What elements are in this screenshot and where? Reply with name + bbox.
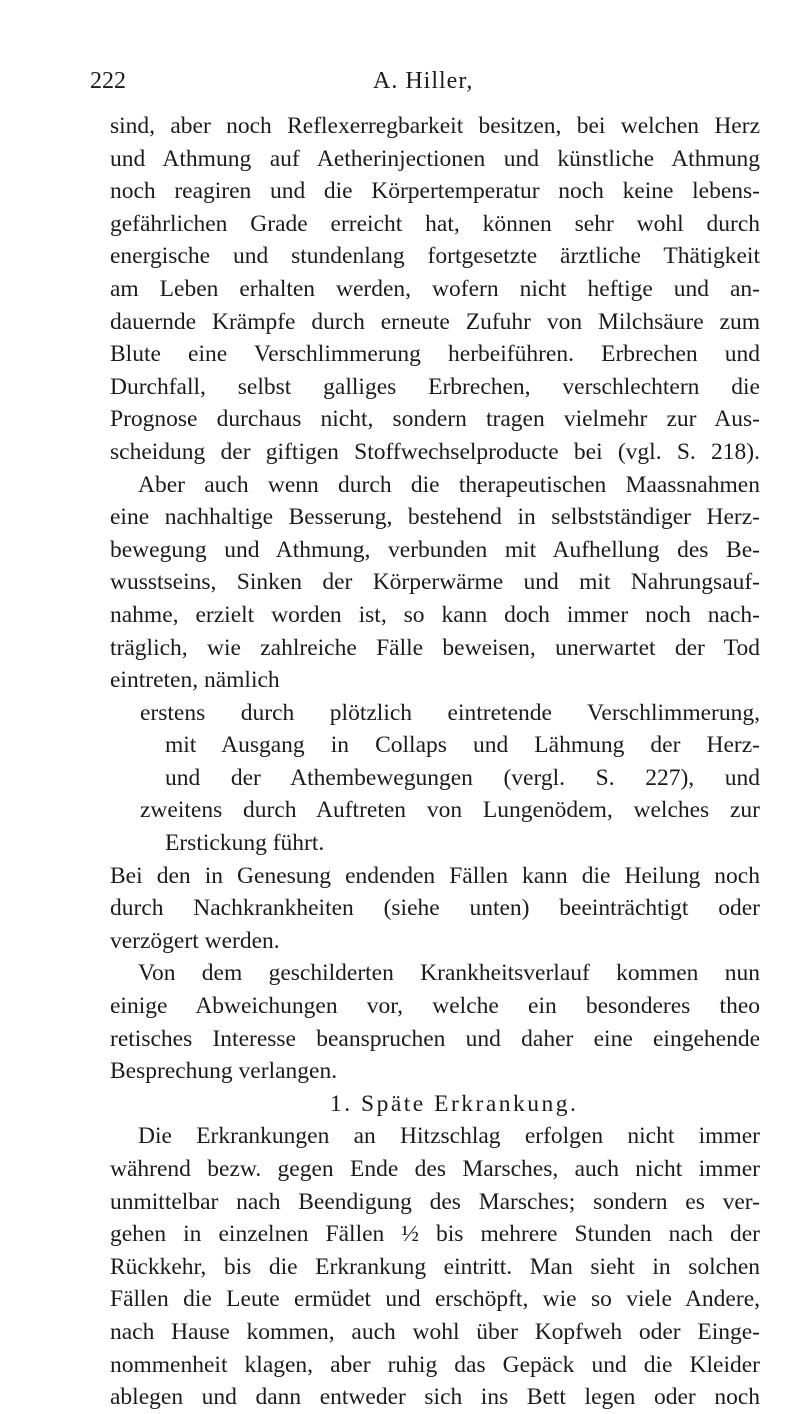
text-line: gefährlichen Grade erreicht hat, können sehr wohl durch [110, 210, 760, 237]
text-line: energische und stundenlang fortgesetzte ärztliche Thätigkeit [110, 243, 760, 270]
text-line: 1. Späte Erkrankung. [330, 1090, 579, 1117]
running-head: A. Hiller, [373, 68, 474, 94]
page-header [90, 68, 710, 100]
text-line: wusstseins, Sinken der Körperwärme und mit Nahrungsauf- [110, 569, 760, 596]
text-line: mit Ausgang in Collaps und Lähmung der Herz- [165, 732, 760, 759]
text-line: und Athmung auf Aetherinjectionen und künstliche Athmung [110, 145, 760, 172]
text-line: noch reagiren und die Körpertemperatur noch keine lebens- [110, 178, 760, 205]
page-number: 222 [90, 68, 126, 94]
text-line: eine nachhaltige Besserung, bestehend in selbstständiger Herz- [110, 504, 760, 531]
text-line: Durchfall, selbst galliges Erbrechen, verschlechtern die [110, 373, 760, 400]
text-line: eintreten, nämlich [110, 667, 280, 694]
body-text [110, 110, 760, 1414]
text-line: nach Hause kommen, auch wohl über Kopfweh oder Einge- [110, 1318, 760, 1345]
text-line: Die Erkrankungen an Hitzschlag erfolgen nicht immer [138, 1123, 760, 1150]
text-line: am Leben erhalten werden, wofern nicht heftige und an- [110, 275, 760, 302]
text-line: Aber auch wenn durch die therapeutischen Maassnahmen [138, 471, 760, 498]
text-line: Rückkehr, bis die Erkrankung eintritt. Man sieht in solchen [110, 1253, 760, 1280]
text-line: sind, aber noch Reflexerregbarkeit besitzen, bei welchen Herz [110, 113, 760, 139]
text-line: nommenheit klagen, aber ruhig das Gepäck und die Kleider [110, 1351, 760, 1378]
text-line: dauernde Krämpfe durch erneute Zufuhr von Milchsäure zum [110, 308, 760, 335]
text-line: träglich, wie zahlreiche Fälle beweisen, unerwartet der Tod [110, 634, 760, 661]
text-line: Besprechung verlangen. [110, 1058, 338, 1085]
text-line: nahme, erzielt worden ist, so kann doch immer noch nach- [110, 601, 760, 628]
text-line: Bei den in Genesung endenden Fällen kann die Heilung noch [110, 862, 760, 889]
text-line: scheidung der giftigen Stoffwechselproducte bei (vgl. S. 218). [110, 438, 760, 465]
text-line: einige Abweichungen vor, welche ein besonderes theo [110, 993, 760, 1020]
text-line: verzögert werden. [110, 927, 280, 954]
text-line: retisches Interesse beanspruchen und daher eine eingehende [110, 1025, 760, 1052]
text-line: durch Nachkrankheiten (siehe unten) beeinträchtigt oder [110, 895, 760, 922]
text-line: gehen in einzelnen Fällen ½ bis mehrere Stunden nach der [110, 1221, 760, 1248]
text-line: während bezw. gegen Ende des Marsches, auch nicht immer [110, 1156, 760, 1182]
text-line: Prognose durchaus nicht, sondern tragen vielmehr zur Aus- [110, 406, 760, 433]
text-line: erstens durch plötzlich eintretende Verschlimmerung, [140, 699, 760, 726]
text-line: Von dem geschilderten Krankheitsverlauf kommen nun [138, 960, 760, 987]
text-line: und der Athembewegungen (vergl. S. 227), und [165, 764, 760, 791]
text-line: bewegung und Athmung, verbunden mit Aufhellung des Be- [110, 536, 760, 563]
text-line: ablegen und dann entweder sich ins Bett legen oder noch [110, 1384, 760, 1411]
text-line: zweitens durch Auftreten von Lungenödem, welches zur [140, 797, 760, 824]
text-line: Fällen die Leute ermüdet und erschöpft, wie so viele Andere, [110, 1286, 760, 1313]
text-line: Erstickung führt. [165, 830, 325, 857]
text-line: unmittelbar nach Beendigung des Marsches; sondern es ver- [110, 1188, 760, 1215]
text-line: Blute eine Verschlimmerung herbeiführen. Erbrechen und [110, 341, 760, 368]
